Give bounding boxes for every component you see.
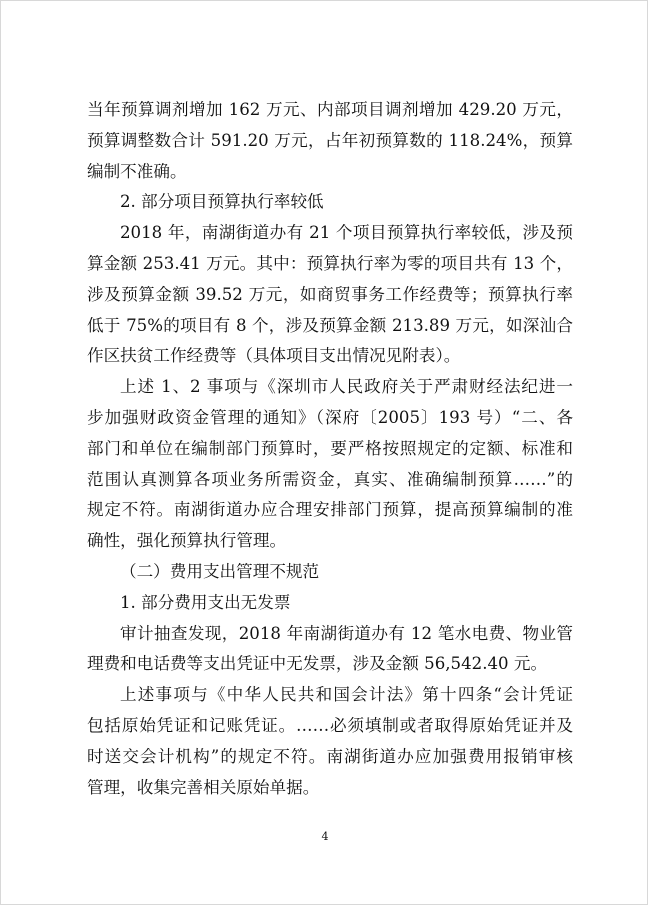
text-line: 当年预算调剂增加 162 万元、内部项目调剂增加 429.20 万元， — [87, 100, 573, 119]
text-line: 涉及预算金额 39.52 万元，如商贸事务工作经费等；预算执行率 — [87, 284, 573, 304]
text-line: 步加强财政资金管理的通知》（深府〔2005〕193 号）“二、各 — [87, 407, 573, 427]
text-line: 上述事项与《中华人民共和国会计法》第十四条“会计凭证 — [120, 685, 573, 705]
text-line: 上述 1、2 事项与《深圳市人民政府关于严肃财经法纪进一 — [120, 377, 573, 397]
text-line: 2018 年，南湖街道办有 21 个项目预算执行率较低，涉及预 — [120, 223, 573, 243]
body-text — [87, 95, 573, 803]
text-line: 确性，强化预算执行管理。 — [87, 531, 287, 551]
text-line: 作区扶贫工作经费等（具体项目支出情况见附表）。 — [87, 346, 461, 366]
text-line: 理费和电话费等支出凭证中无发票，涉及金额 56,542.40 元。 — [87, 654, 548, 674]
text-line: 低于 75%的项目有 8 个，涉及预算金额 213.89 万元，如深汕合 — [87, 315, 573, 335]
text-line: 包括原始凭证和记账凭证。……必须填制或者取得原始凭证并及 — [87, 715, 573, 735]
text-line: 预算调整数合计 591.20 万元，占年初预算数的 118.24%，预算 — [87, 130, 573, 150]
text-line: 部门和单位在编制部门预算时，要严格按照规定的定额、标准和 — [87, 438, 573, 458]
text-line: 算金额 253.41 万元。其中：预算执行率为零的项目共有 13 个， — [87, 253, 573, 273]
text-line: 审计抽查发现，2018 年南湖街道办有 12 笔水电费、物业管 — [120, 623, 573, 643]
text-line: 范围认真测算各项业务所需资金，真实、准确编制预算……”的 — [87, 469, 573, 489]
text-line: 时送交会计机构”的规定不符。南湖街道办应加强费用报销审核 — [87, 746, 573, 766]
page-number: 4 — [321, 830, 329, 843]
text-line: 编制不准确。 — [87, 161, 187, 181]
text-line: 规定不符。南湖街道办应合理安排部门预算，提高预算编制的准 — [87, 500, 573, 520]
text-line: 管理，收集完善相关原始单据。 — [87, 777, 320, 797]
text-line: 1. 部分费用支出无发票 — [120, 592, 291, 612]
text-line: 2. 部分项目预算执行率较低 — [120, 192, 324, 212]
text-line: （二）费用支出管理不规范 — [120, 561, 320, 581]
